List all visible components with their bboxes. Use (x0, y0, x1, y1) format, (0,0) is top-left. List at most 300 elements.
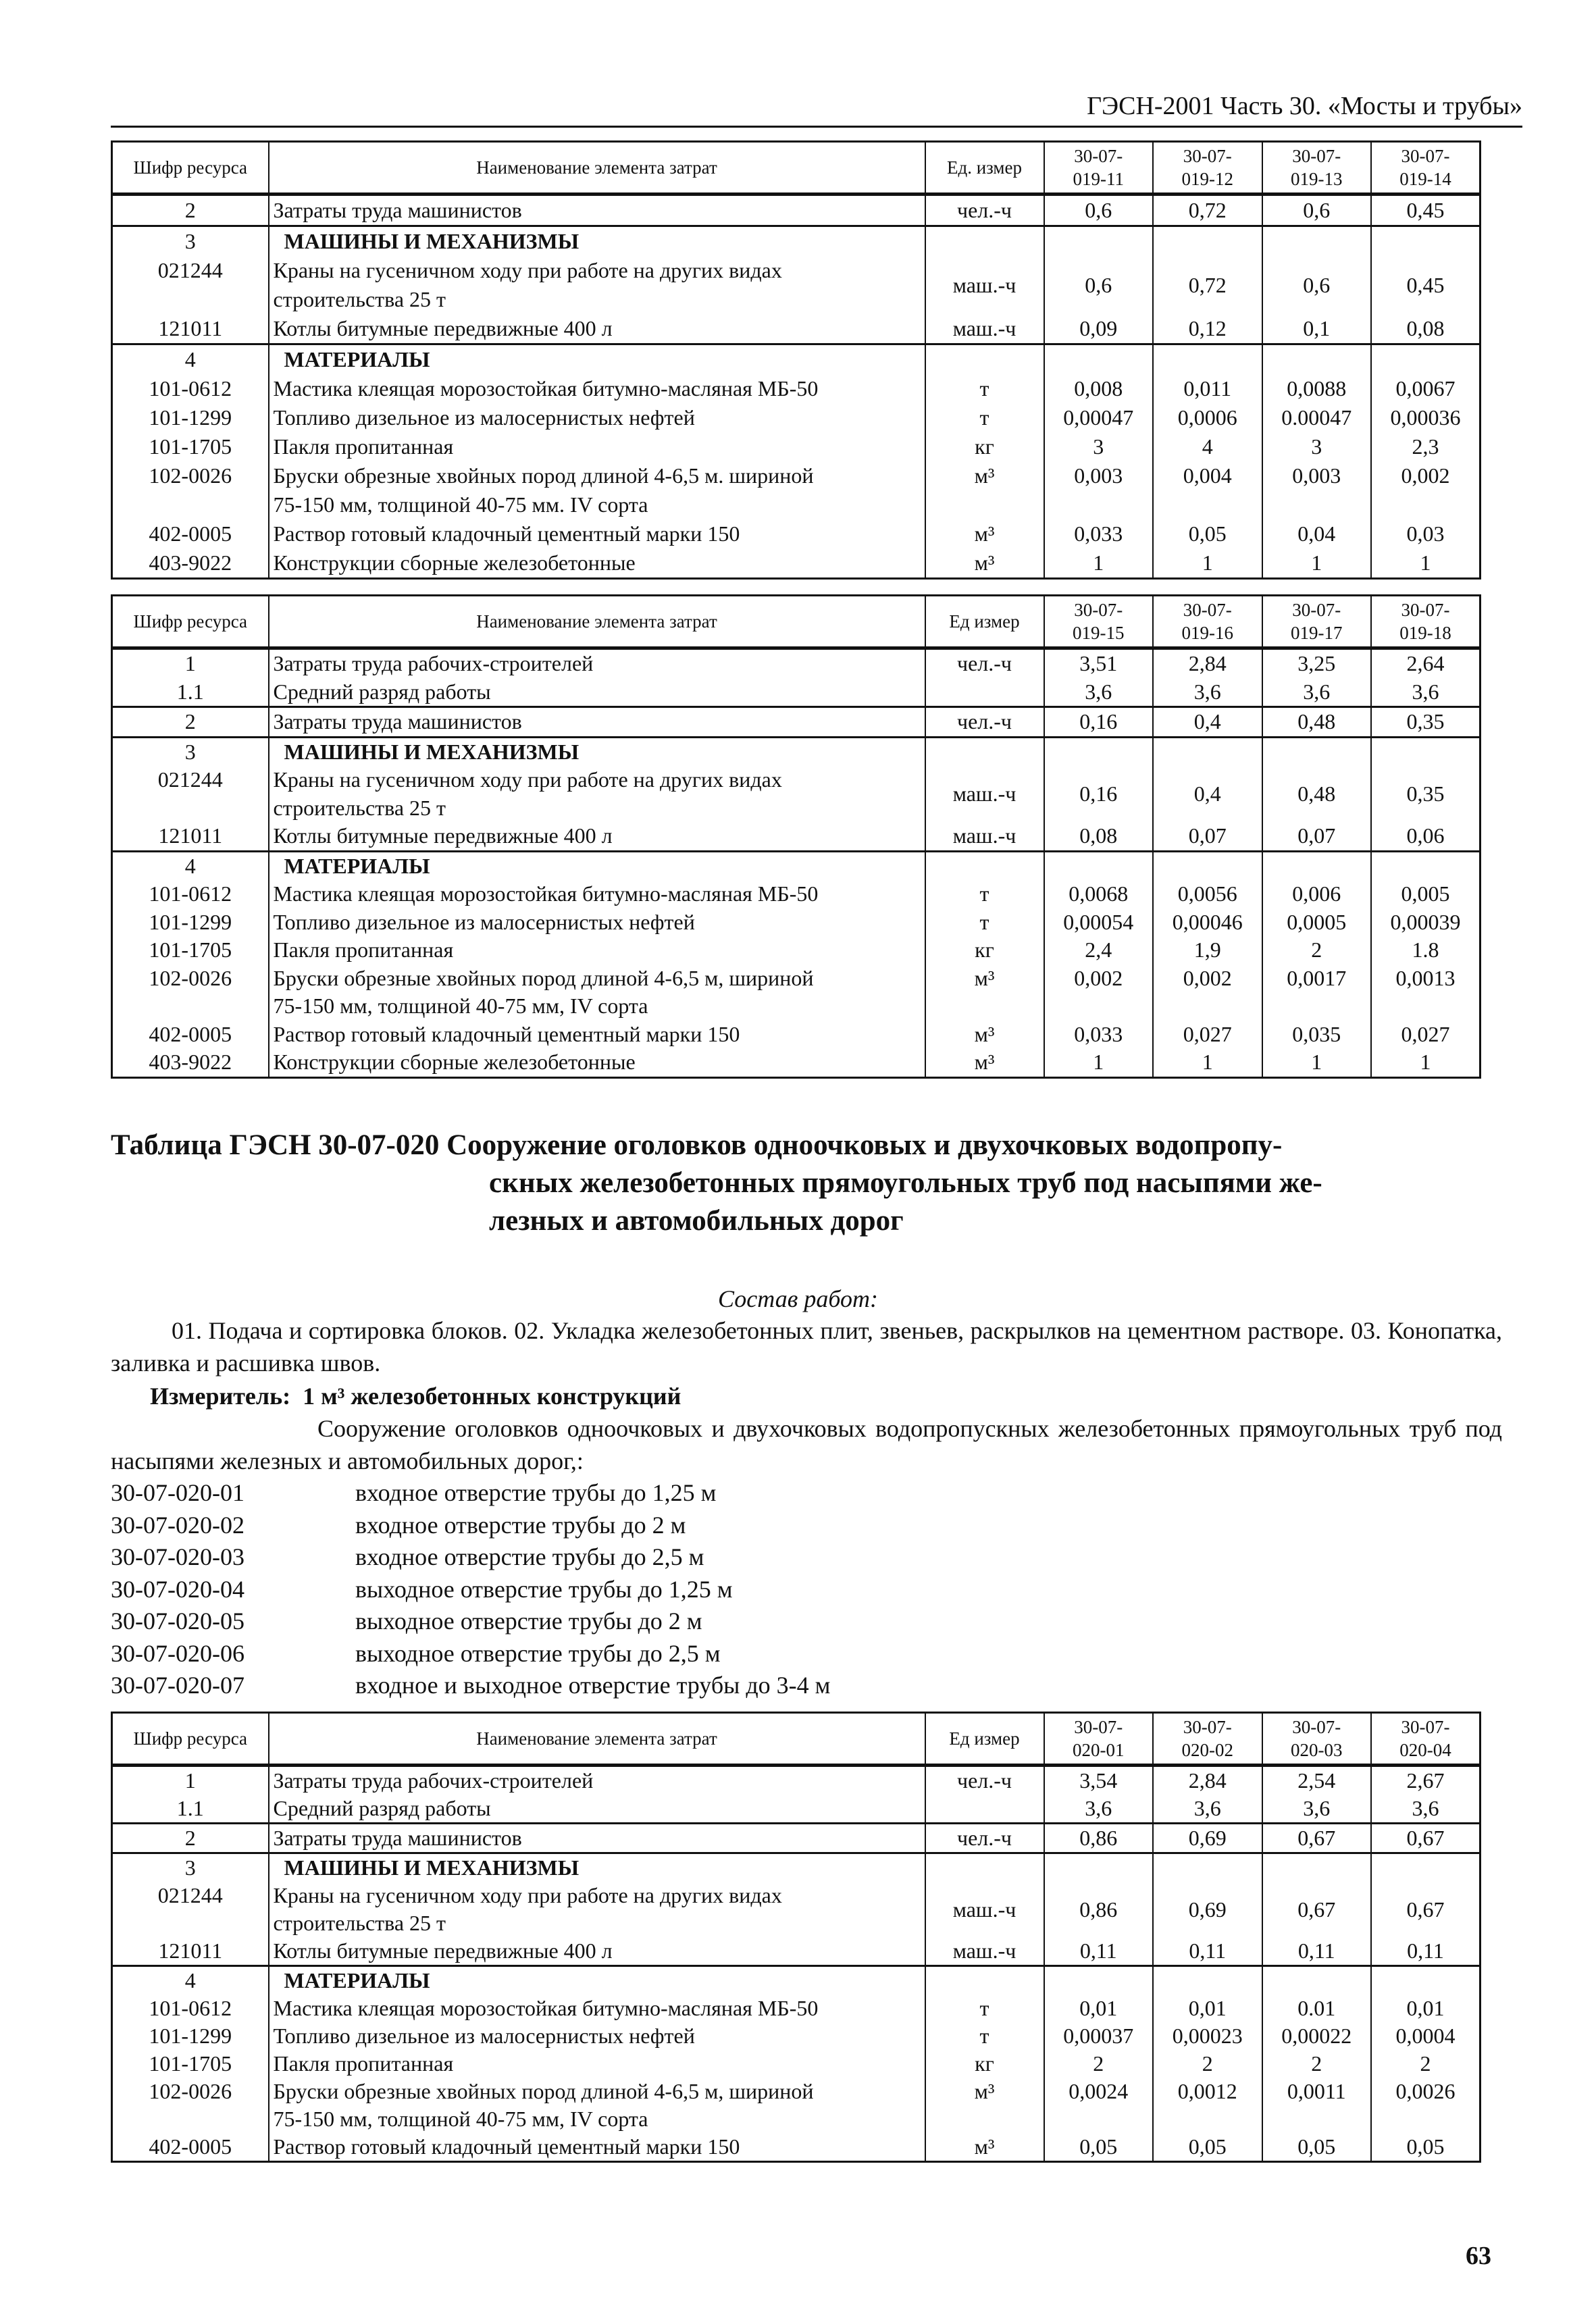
norm-value: 0,06 (1371, 822, 1481, 851)
norm-value: 3,54 (1044, 1766, 1154, 1795)
table-header-row (112, 596, 1481, 648)
composition-heading: Состав работ: (718, 1285, 878, 1312)
norm-value: 1 (1371, 1048, 1481, 1077)
unit (925, 678, 1044, 707)
resource-name: Средний разряд работы (269, 678, 925, 707)
norm-value: 0,0056 (1153, 880, 1262, 908)
work-code-text: входное отверстие трубы до 2,5 м (355, 1543, 704, 1570)
norm-value: 2,64 (1371, 648, 1481, 678)
header-norm-code: 30-07- 019-16 (1153, 596, 1262, 648)
norm-value: 0,86 (1044, 1824, 1154, 1853)
work-code-item (111, 1541, 1502, 1574)
table-row (112, 2078, 1481, 2133)
resource-name: Топливо дизельное из малосернистых нефтей (269, 908, 925, 937)
norm-value: 3,6 (1371, 678, 1481, 707)
norm-value: 0,003 (1262, 461, 1372, 519)
unit: т (925, 908, 1044, 937)
resource-code: 101-0612 (112, 374, 269, 403)
resource-name: Раствор готовый кладочный цементный марки 150 (269, 519, 925, 548)
unit (925, 1853, 1044, 1882)
resource-code: 3 (112, 1853, 269, 1882)
resource-name: МАТЕРИАЛЫ (269, 344, 925, 375)
norm-value: 2 (1153, 2050, 1262, 2078)
table-row (112, 678, 1481, 707)
norm-value: 1.8 (1371, 936, 1481, 965)
norm-value: 0,008 (1044, 374, 1154, 403)
table-row (112, 1937, 1481, 1966)
norm-value: 2,67 (1371, 1766, 1481, 1795)
work-code: 30-07-020-05 (111, 1608, 244, 1635)
table-row (112, 880, 1481, 908)
norm-value: 0,004 (1153, 461, 1262, 519)
resource-name: Бруски обрезные хвойных пород длиной 4-6,5 м. шириной 75-150 мм, толщиной 40-75 мм. IV сорта (269, 461, 925, 519)
resource-code: 3 (112, 737, 269, 766)
norm-value: 0,0011 (1262, 2078, 1372, 2133)
norm-value: 4 (1153, 432, 1262, 461)
unit (925, 226, 1044, 257)
norm-value: 2,4 (1044, 936, 1154, 965)
resource-name: МАШИНЫ И МЕХАНИЗМЫ (269, 737, 925, 766)
norm-value: 0,0026 (1371, 2078, 1481, 2133)
header-norm-code: 30-07- 019-17 (1262, 596, 1372, 648)
unit: м³ (925, 1021, 1044, 1049)
table-row (112, 2050, 1481, 2078)
norm-value: 0,0068 (1044, 880, 1154, 908)
table-row (112, 1766, 1481, 1795)
header-code: Шифр ресурса (112, 596, 269, 648)
unit: маш.-ч (925, 822, 1044, 851)
norm-value: 0,16 (1044, 707, 1154, 738)
unit: кг (925, 2050, 1044, 2078)
norm-value: 0,45 (1371, 256, 1481, 314)
norm-value (1262, 226, 1372, 257)
resource-code: 2 (112, 1824, 269, 1853)
norm-value: 0,11 (1044, 1937, 1154, 1966)
norm-value: 0,67 (1371, 1882, 1481, 1937)
table-row (112, 936, 1481, 965)
unit: маш.-ч (925, 766, 1044, 822)
unit: кг (925, 936, 1044, 965)
resource-code: 4 (112, 344, 269, 375)
table-row (112, 461, 1481, 519)
norm-value: 0,6 (1044, 256, 1154, 314)
norm-value (1371, 344, 1481, 375)
norm-value (1153, 344, 1262, 375)
norm-value: 0,003 (1044, 461, 1154, 519)
norm-value: 2 (1262, 2050, 1372, 2078)
table-row (112, 2133, 1481, 2162)
norm-value: 2,3 (1371, 432, 1481, 461)
unit: маш.-ч (925, 256, 1044, 314)
table-row (112, 908, 1481, 937)
work-code-text: выходное отверстие трубы до 2,5 м (355, 1639, 721, 1667)
norm-value: 0,86 (1044, 1882, 1154, 1937)
unit: м³ (925, 965, 1044, 1021)
norm-value (1153, 226, 1262, 257)
norm-value: 1 (1153, 1048, 1262, 1077)
unit (925, 851, 1044, 880)
norm-value: 0,006 (1262, 880, 1372, 908)
resource-name: Краны на гусеничном ходу при работе на других видах строительства 25 т (269, 256, 925, 314)
resource-table-020-01-04 (111, 1712, 1481, 2163)
resource-name: Мастика клеящая морозостойкая битумно-масляная МБ-50 (269, 374, 925, 403)
resource-table-019-11-14 (111, 140, 1481, 580)
norm-value: 0,00036 (1371, 403, 1481, 432)
resource-name: Краны на гусеничном ходу при работе на других видах строительства 25 т (269, 766, 925, 822)
norm-value: 0,11 (1371, 1937, 1481, 1966)
work-code-text: выходное отверстие трубы до 1,25 м (355, 1575, 733, 1603)
work-code-item (111, 1574, 1502, 1606)
work-code-item (111, 1638, 1502, 1670)
norm-value: 3 (1044, 432, 1154, 461)
resource-code: 102-0026 (112, 461, 269, 519)
norm-value: 2 (1262, 936, 1372, 965)
norm-value: 0.00047 (1262, 403, 1372, 432)
norm-value: 0,48 (1262, 707, 1372, 738)
section-row (112, 226, 1481, 257)
norm-value: 3,6 (1153, 678, 1262, 707)
norm-value: 0,027 (1371, 1021, 1481, 1049)
table-row (112, 1995, 1481, 2022)
norm-value (1262, 1853, 1372, 1882)
header-unit: Ед измер (925, 596, 1044, 648)
norm-value (1153, 737, 1262, 766)
norm-value: 0,002 (1153, 965, 1262, 1021)
resource-name: Краны на гусеничном ходу при работе на других видах строительства 25 т (269, 1882, 925, 1937)
norm-value: 3,6 (1044, 678, 1154, 707)
resource-name: Конструкции сборные железобетонные (269, 548, 925, 579)
norm-value: 2 (1044, 2050, 1154, 2078)
header-norm-code: 30-07- 019-15 (1044, 596, 1154, 648)
norm-value: 0,67 (1262, 1882, 1372, 1937)
table-row (112, 195, 1481, 226)
norm-value (1371, 1853, 1481, 1882)
unit: м³ (925, 2078, 1044, 2133)
unit: маш.-ч (925, 1882, 1044, 1937)
resource-name: Котлы битумные передвижные 400 л (269, 314, 925, 344)
header-norm-code: 30-07- 020-02 (1153, 1713, 1262, 1766)
norm-value: 0,01 (1044, 1995, 1154, 2022)
norm-value: 0,09 (1044, 314, 1154, 344)
section-row (112, 737, 1481, 766)
resource-code: 403-9022 (112, 1048, 269, 1077)
resource-name: МАТЕРИАЛЫ (269, 851, 925, 880)
resource-code: 403-9022 (112, 548, 269, 579)
unit: чел.-ч (925, 1824, 1044, 1853)
work-code-item (111, 1670, 1502, 1702)
norm-value: 1 (1044, 1048, 1154, 1077)
work-code: 30-07-020-04 (111, 1575, 244, 1603)
norm-value: 0,04 (1262, 519, 1372, 548)
norm-value: 0,6 (1262, 256, 1372, 314)
norm-value: 1 (1044, 548, 1154, 579)
norm-value: 0,0004 (1371, 2022, 1481, 2050)
norm-value: 0,05 (1153, 519, 1262, 548)
header-code: Шифр ресурса (112, 142, 269, 195)
norm-value: 0,0067 (1371, 374, 1481, 403)
resource-code: 021244 (112, 256, 269, 314)
norm-value (1262, 344, 1372, 375)
resource-code: 021244 (112, 766, 269, 822)
norm-value: 0,0088 (1262, 374, 1372, 403)
norm-value: 3,6 (1262, 1795, 1372, 1824)
resource-code: 402-0005 (112, 1021, 269, 1049)
table-header-row (112, 142, 1481, 195)
unit (925, 1966, 1044, 1995)
norm-value: 0,0005 (1262, 908, 1372, 937)
norm-value (1044, 344, 1154, 375)
resource-code: 021244 (112, 1882, 269, 1937)
header-norm-code: 30-07- 019-12 (1153, 142, 1262, 195)
header-name: Наименование элемента затрат (269, 596, 925, 648)
table-row (112, 766, 1481, 822)
resource-name: Бруски обрезные хвойных пород длиной 4-6,5 м, шириной 75-150 мм, толщиной 40-75 мм, IV сорта (269, 965, 925, 1021)
table-row (112, 432, 1481, 461)
norm-value: 0,72 (1153, 195, 1262, 226)
unit: кг (925, 432, 1044, 461)
resource-name: МАШИНЫ И МЕХАНИЗМЫ (269, 226, 925, 257)
page-number: 63 (1466, 2242, 1491, 2270)
norm-value (1153, 1853, 1262, 1882)
norm-value: 0,05 (1044, 2133, 1154, 2162)
header-code: Шифр ресурса (112, 1713, 269, 1766)
norm-value: 0,00046 (1153, 908, 1262, 937)
composition-text: 01. Подача и сортировка блоков. 02. Укладка железобетонных плит, звеньев, раскрылков на цементном растворе. 03. Конопатка, заливка и расшивка швов. (111, 1317, 1502, 1377)
running-header: ГЭСН-2001 Часть 30. «Мосты и трубы» (111, 86, 1522, 128)
norm-value: 2,54 (1262, 1766, 1372, 1795)
table-row (112, 1795, 1481, 1824)
work-code: 30-07-020-06 (111, 1639, 244, 1667)
norm-value: 3,6 (1371, 1795, 1481, 1824)
unit: м³ (925, 548, 1044, 579)
table-row (112, 707, 1481, 738)
table-row (112, 519, 1481, 548)
norm-value (1371, 851, 1481, 880)
header-norm-code: 30-07- 019-14 (1371, 142, 1481, 195)
norm-value (1044, 737, 1154, 766)
norm-value: 0,0006 (1153, 403, 1262, 432)
work-code-text: входное отверстие трубы до 2 м (355, 1511, 686, 1539)
norm-value: 0,08 (1044, 822, 1154, 851)
resource-name: Затраты труда машинистов (269, 195, 925, 226)
resource-name: Бруски обрезные хвойных пород длиной 4-6,5 м, шириной 75-150 мм, толщиной 40-75 мм, IV сорта (269, 2078, 925, 2133)
header-unit: Ед измер (925, 1713, 1044, 1766)
norm-value: 0,05 (1153, 2133, 1262, 2162)
unit: м³ (925, 2133, 1044, 2162)
unit: м³ (925, 1048, 1044, 1077)
resource-code: 101-1705 (112, 936, 269, 965)
work-code: 30-07-020-01 (111, 1479, 244, 1506)
header-norm-code: 30-07- 020-03 (1262, 1713, 1372, 1766)
resource-code: 102-0026 (112, 965, 269, 1021)
norm-value: 2,84 (1153, 1766, 1262, 1795)
header-norm-code: 30-07- 019-18 (1371, 596, 1481, 648)
resource-code: 4 (112, 1966, 269, 1995)
norm-value: 0,011 (1153, 374, 1262, 403)
norm-value: 0,1 (1262, 314, 1372, 344)
norm-value (1262, 1966, 1372, 1995)
norm-value: 0,05 (1371, 2133, 1481, 2162)
table-row (112, 403, 1481, 432)
table-row (112, 2022, 1481, 2050)
table-row (112, 1048, 1481, 1077)
resource-name: Мастика клеящая морозостойкая битумно-масляная МБ-50 (269, 1995, 925, 2022)
norm-value (1262, 851, 1372, 880)
norm-value: 0,033 (1044, 1021, 1154, 1049)
unit (925, 737, 1044, 766)
resource-name: Пакля пропитанная (269, 2050, 925, 2078)
norm-value: 0,35 (1371, 707, 1481, 738)
norm-value (1262, 737, 1372, 766)
resource-code: 101-0612 (112, 1995, 269, 2022)
resource-code: 101-1299 (112, 403, 269, 432)
norm-value: 0,00023 (1153, 2022, 1262, 2050)
norm-value (1371, 226, 1481, 257)
work-description: Сооружение оголовков одноочковых и двухочковых водопропускных железобетонных прямоугольных труб под насыпями железных и автомобильных дорог,: (111, 1415, 1502, 1474)
norm-value: 0,0012 (1153, 2078, 1262, 2133)
norm-value: 0,4 (1153, 707, 1262, 738)
norm-value: 1 (1262, 1048, 1372, 1077)
work-code: 30-07-020-07 (111, 1672, 244, 1699)
norm-value: 0,0013 (1371, 965, 1481, 1021)
resource-name: Пакля пропитанная (269, 432, 925, 461)
work-code-text: выходное отверстие трубы до 2 м (355, 1608, 702, 1635)
unit: чел.-ч (925, 648, 1044, 678)
resource-name: Котлы битумные передвижные 400 л (269, 1937, 925, 1966)
norm-value: 0,01 (1371, 1995, 1481, 2022)
resource-code: 1 (112, 1766, 269, 1795)
norm-value: 3 (1262, 432, 1372, 461)
resource-code: 4 (112, 851, 269, 880)
unit: чел.-ч (925, 1766, 1044, 1795)
table-header-row (112, 1713, 1481, 1766)
resource-code: 3 (112, 226, 269, 257)
norm-value: 0,0017 (1262, 965, 1372, 1021)
norm-value: 0,07 (1153, 822, 1262, 851)
norm-value: 3,6 (1153, 1795, 1262, 1824)
unit: маш.-ч (925, 1937, 1044, 1966)
resource-name: МАТЕРИАЛЫ (269, 1966, 925, 1995)
resource-name: Затраты труда машинистов (269, 1824, 925, 1853)
norm-value: 0,00039 (1371, 908, 1481, 937)
header-norm-code: 30-07- 020-01 (1044, 1713, 1154, 1766)
table-row (112, 548, 1481, 579)
unit: т (925, 403, 1044, 432)
norm-value: 0,035 (1262, 1021, 1372, 1049)
section-row (112, 344, 1481, 375)
norm-value: 2 (1371, 2050, 1481, 2078)
resource-code: 2 (112, 195, 269, 226)
work-code-item (111, 1477, 1502, 1510)
norm-value: 1 (1262, 548, 1372, 579)
unit: т (925, 880, 1044, 908)
resource-name: Конструкции сборные железобетонные (269, 1048, 925, 1077)
norm-value: 0,00054 (1044, 908, 1154, 937)
norm-value: 0,033 (1044, 519, 1154, 548)
norm-value: 3,6 (1044, 1795, 1154, 1824)
resource-name: Мастика клеящая морозостойкая битумно-масляная МБ-50 (269, 880, 925, 908)
table-title (111, 1127, 1502, 1240)
resource-name: Затраты труда машинистов (269, 707, 925, 738)
resource-code: 121011 (112, 822, 269, 851)
norm-value: 0,72 (1153, 256, 1262, 314)
norm-value: 3,6 (1262, 678, 1372, 707)
resource-code: 402-0005 (112, 2133, 269, 2162)
norm-value: 0,01 (1153, 1995, 1262, 2022)
resource-code: 121011 (112, 1937, 269, 1966)
norm-value: 0,45 (1371, 195, 1481, 226)
header-name: Наименование элемента затрат (269, 1713, 925, 1766)
table-row (112, 1021, 1481, 1049)
meter-line (150, 1380, 681, 1412)
norm-value: 0,69 (1153, 1824, 1262, 1853)
resource-code: 1.1 (112, 678, 269, 707)
resource-name: Котлы битумные передвижные 400 л (269, 822, 925, 851)
resource-name: Пакля пропитанная (269, 936, 925, 965)
norm-value: 0,6 (1262, 195, 1372, 226)
table-row (112, 822, 1481, 851)
norm-value: 0.01 (1262, 1995, 1372, 2022)
resource-name: Топливо дизельное из малосернистых нефтей (269, 403, 925, 432)
resource-name: Раствор готовый кладочный цементный марки 150 (269, 2133, 925, 2162)
table-row (112, 1882, 1481, 1937)
norm-value: 0,08 (1371, 314, 1481, 344)
work-code-text: входное отверстие трубы до 1,25 м (355, 1479, 717, 1506)
table-row (112, 1824, 1481, 1853)
section-row (112, 1966, 1481, 1995)
norm-value: 1 (1153, 548, 1262, 579)
resource-code: 1 (112, 648, 269, 678)
norm-value (1044, 1853, 1154, 1882)
unit: т (925, 1995, 1044, 2022)
norm-value: 0,005 (1371, 880, 1481, 908)
norm-value: 0,03 (1371, 519, 1481, 548)
norm-value: 0,027 (1153, 1021, 1262, 1049)
unit: м³ (925, 461, 1044, 519)
header-norm-code: 30-07- 019-11 (1044, 142, 1154, 195)
unit: чел.-ч (925, 707, 1044, 738)
resource-name: МАШИНЫ И МЕХАНИЗМЫ (269, 1853, 925, 1882)
norm-value: 0,002 (1044, 965, 1154, 1021)
norm-value (1044, 851, 1154, 880)
norm-value: 3,51 (1044, 648, 1154, 678)
norm-value (1371, 1966, 1481, 1995)
work-code: 30-07-020-02 (111, 1511, 244, 1539)
norm-value (1044, 226, 1154, 257)
norm-value: 0,6 (1044, 195, 1154, 226)
norm-value (1153, 1966, 1262, 1995)
table-row (112, 965, 1481, 1021)
work-code-text: входное и выходное отверстие трубы до 3-4 м (355, 1672, 831, 1699)
resource-name: Средний разряд работы (269, 1795, 925, 1824)
resource-name: Затраты труда рабочих-строителей (269, 648, 925, 678)
unit: т (925, 374, 1044, 403)
resource-name: Топливо дизельное из малосернистых нефтей (269, 2022, 925, 2050)
section-row (112, 851, 1481, 880)
norm-value: 0,11 (1153, 1937, 1262, 1966)
header-name: Наименование элемента затрат (269, 142, 925, 195)
resource-code: 2 (112, 707, 269, 738)
resource-code: 1.1 (112, 1795, 269, 1824)
work-code-item (111, 1510, 1502, 1542)
section-row (112, 1853, 1481, 1882)
norm-value: 0,12 (1153, 314, 1262, 344)
table-row (112, 256, 1481, 314)
norm-value (1044, 1966, 1154, 1995)
norm-value: 0,16 (1044, 766, 1154, 822)
norm-value: 0,48 (1262, 766, 1372, 822)
resource-code: 101-1705 (112, 2050, 269, 2078)
